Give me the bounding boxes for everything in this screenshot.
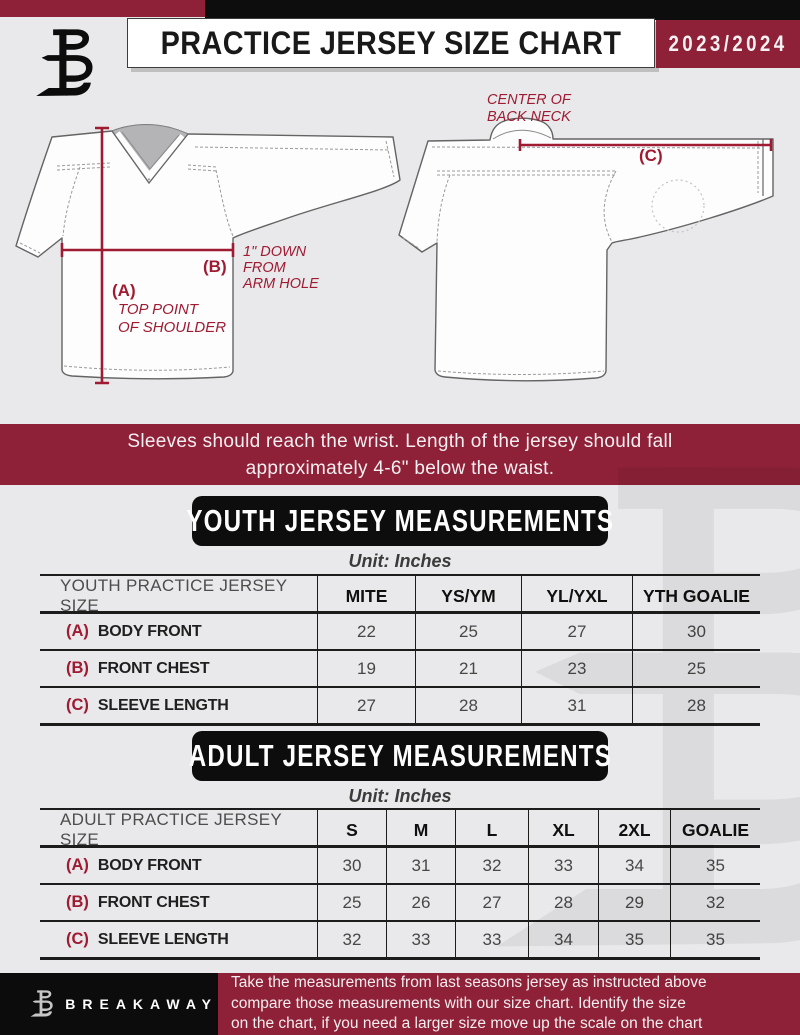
measurement-value: 34 bbox=[528, 922, 598, 957]
column-header: YOUTH PRACTICE JERSEY SIZE bbox=[60, 576, 288, 615]
instruction-line-2: compare those measurements with our size chart. Identify the size bbox=[231, 994, 686, 1012]
adult-section-header bbox=[188, 731, 612, 781]
row-label: FRONT CHEST bbox=[97, 893, 210, 911]
measurement-value: 33 bbox=[455, 922, 528, 957]
marker-b-label: (B) bbox=[203, 257, 227, 276]
marker-b-caption-line2: FROM bbox=[243, 260, 286, 276]
adult-unit-label: Unit: Inches bbox=[348, 786, 452, 806]
fit-notice-banner bbox=[0, 424, 800, 485]
row-key: (C) bbox=[66, 696, 89, 714]
measurement-value: 19 bbox=[317, 651, 415, 686]
header-maroon-strip bbox=[0, 0, 205, 17]
measurement-value: 32 bbox=[317, 922, 386, 957]
measurement-value: 25 bbox=[415, 614, 521, 649]
marker-a-label: (A) bbox=[112, 281, 136, 300]
measurement-value: 21 bbox=[415, 651, 521, 686]
table-row bbox=[40, 922, 760, 960]
footer-brand-area bbox=[0, 973, 218, 1035]
measurement-value: 23 bbox=[521, 651, 632, 686]
youth-unit-label: Unit: Inches bbox=[348, 551, 452, 571]
column-header: 2XL bbox=[598, 810, 670, 850]
adult-table-header-row bbox=[40, 810, 760, 848]
notice-line-2: approximately 4-6" below the waist. bbox=[245, 457, 555, 479]
column-header: L bbox=[455, 810, 528, 850]
jersey-measurement-diagram bbox=[0, 85, 800, 425]
measurement-value: 32 bbox=[455, 848, 528, 883]
row-key: (B) bbox=[66, 893, 89, 911]
youth-section-header bbox=[186, 496, 614, 546]
table-row bbox=[40, 614, 760, 651]
column-header: S bbox=[317, 810, 386, 850]
adult-size-table bbox=[40, 808, 760, 960]
column-header: ADULT PRACTICE JERSEY SIZE bbox=[60, 810, 282, 849]
back-neck-caption-line1: CENTER OF bbox=[487, 92, 571, 108]
measurement-value: 27 bbox=[317, 688, 415, 723]
measurement-value: 27 bbox=[455, 885, 528, 920]
measurement-value: 27 bbox=[521, 614, 632, 649]
season-badge bbox=[656, 20, 800, 68]
adult-section-title: ADULT JERSEY MEASUREMENTS bbox=[188, 738, 612, 773]
brand-name: BREAKAWAY bbox=[65, 996, 218, 1012]
measurement-value: 33 bbox=[528, 848, 598, 883]
marker-b-caption-line1: 1" DOWN bbox=[243, 244, 307, 260]
front-jersey-drawing bbox=[16, 125, 400, 379]
title-banner bbox=[127, 18, 655, 68]
measurement-value: 31 bbox=[521, 688, 632, 723]
table-row bbox=[40, 651, 760, 688]
measurement-value: 31 bbox=[386, 848, 455, 883]
measurement-value: 30 bbox=[632, 614, 760, 649]
row-key: (B) bbox=[66, 659, 89, 677]
column-header: YL/YXL bbox=[521, 576, 632, 616]
instruction-line-1: Take the measurements from last seasons jersey as instructed above bbox=[231, 974, 707, 992]
measurement-value: 28 bbox=[528, 885, 598, 920]
marker-b-caption-line3: ARM HOLE bbox=[243, 276, 319, 292]
page-title: PRACTICE JERSEY SIZE CHART bbox=[160, 24, 622, 61]
measurement-value: 29 bbox=[598, 885, 670, 920]
measurement-value: 28 bbox=[632, 688, 760, 723]
youth-table-header-row bbox=[40, 576, 760, 614]
column-header: MITE bbox=[317, 576, 415, 616]
measurement-value: 25 bbox=[317, 885, 386, 920]
footer-instructions bbox=[218, 973, 800, 1035]
column-header: GOALIE bbox=[670, 810, 760, 850]
measurement-value: 34 bbox=[598, 848, 670, 883]
marker-a-caption-line1: TOP POINT bbox=[118, 301, 199, 318]
back-jersey-drawing bbox=[399, 118, 773, 381]
column-header: YS/YM bbox=[415, 576, 521, 616]
season-label: 2023/2024 bbox=[668, 31, 788, 56]
measurement-value: 32 bbox=[670, 885, 760, 920]
row-label: SLEEVE LENGTH bbox=[97, 930, 229, 948]
column-header: YTH GOALIE bbox=[632, 576, 760, 616]
instruction-line-3: on the chart, if you need a larger size move up the scale on the chart bbox=[231, 1015, 703, 1033]
header-black-strip bbox=[205, 0, 800, 20]
youth-section-title: YOUTH JERSEY MEASUREMENTS bbox=[186, 503, 614, 538]
youth-size-table bbox=[40, 574, 760, 726]
measurement-value: 25 bbox=[632, 651, 760, 686]
column-header: M bbox=[386, 810, 455, 850]
measurement-value: 30 bbox=[317, 848, 386, 883]
row-label: BODY FRONT bbox=[97, 622, 202, 640]
measurement-value: 26 bbox=[386, 885, 455, 920]
measurement-value: 35 bbox=[670, 848, 760, 883]
row-label: FRONT CHEST bbox=[97, 659, 210, 677]
row-label: SLEEVE LENGTH bbox=[97, 696, 229, 714]
back-neck-caption-line2: BACK NECK bbox=[487, 109, 571, 125]
measurement-value: 33 bbox=[386, 922, 455, 957]
row-key: (A) bbox=[66, 622, 89, 640]
row-key: (C) bbox=[66, 930, 89, 948]
breakaway-b-logo-icon bbox=[28, 986, 53, 1022]
notice-line-1: Sleeves should reach the wrist. Length of the jersey should fall bbox=[127, 430, 673, 452]
table-row bbox=[40, 688, 760, 726]
table-row bbox=[40, 885, 760, 922]
measurement-value: 35 bbox=[670, 922, 760, 957]
row-label: BODY FRONT bbox=[97, 856, 202, 874]
measurement-value: 28 bbox=[415, 688, 521, 723]
measurement-value: 22 bbox=[317, 614, 415, 649]
row-key: (A) bbox=[66, 856, 89, 874]
marker-c-label: (C) bbox=[639, 146, 663, 165]
measurement-value: 35 bbox=[598, 922, 670, 957]
table-row bbox=[40, 848, 760, 885]
marker-a-caption-line2: OF SHOULDER bbox=[118, 319, 227, 336]
column-header: XL bbox=[528, 810, 598, 850]
